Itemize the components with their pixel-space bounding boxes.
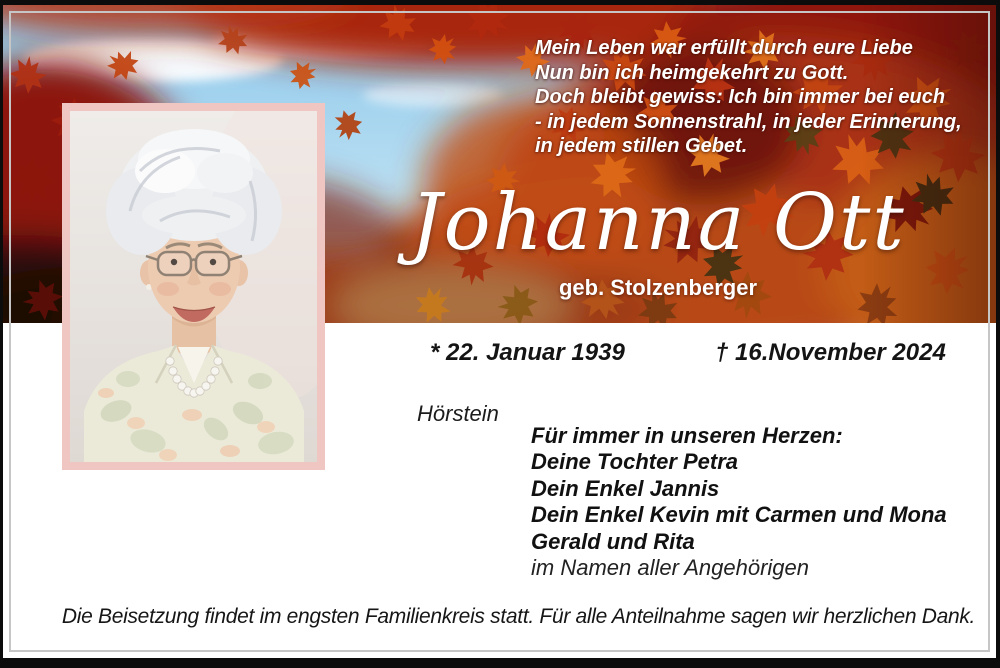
family-line: Dein Enkel Jannis [531,475,720,501]
birth-date: * 22. Januar 1939 [430,339,625,366]
poem-line: - in jedem Sonnenstrahl, in jeder Erinnerung, [535,110,962,133]
maiden-name: geb. Stolzenberger [558,275,758,300]
funeral-notice: Die Beisetzung findet im engsten Familienkreis statt. Für alle Anteilnahme sagen wir herzlichen Dank. [61,605,976,628]
family-line: Gerald und Rita [531,528,695,554]
portrait-photo [62,103,325,470]
family-block [531,423,971,581]
portrait-illustration [70,111,317,462]
family-heading: Für immer in unseren Herzen: [531,423,843,448]
poem-line: Nun bin ich heimgekehrt zu Gott. [535,61,849,84]
deceased-name: Johanna Ott [410,178,906,268]
poem-line: Mein Leben war erfüllt durch eure Liebe [535,37,913,59]
family-line: Deine Tochter Petra [531,449,739,475]
family-closing: im Namen aller Angehörigen [531,555,809,581]
memorial-card [3,5,996,658]
family-line: Dein Enkel Kevin mit Carmen und Mona [531,502,947,528]
death-date: † 16.November 2024 [715,339,946,366]
poem-line: Doch bleibt gewiss: Ich bin immer bei euch [535,86,946,109]
poem-line: in jedem stillen Gebet. [535,135,748,158]
place-name: Hörstein [417,401,499,426]
memorial-poem [535,36,987,159]
name-block [403,173,913,301]
